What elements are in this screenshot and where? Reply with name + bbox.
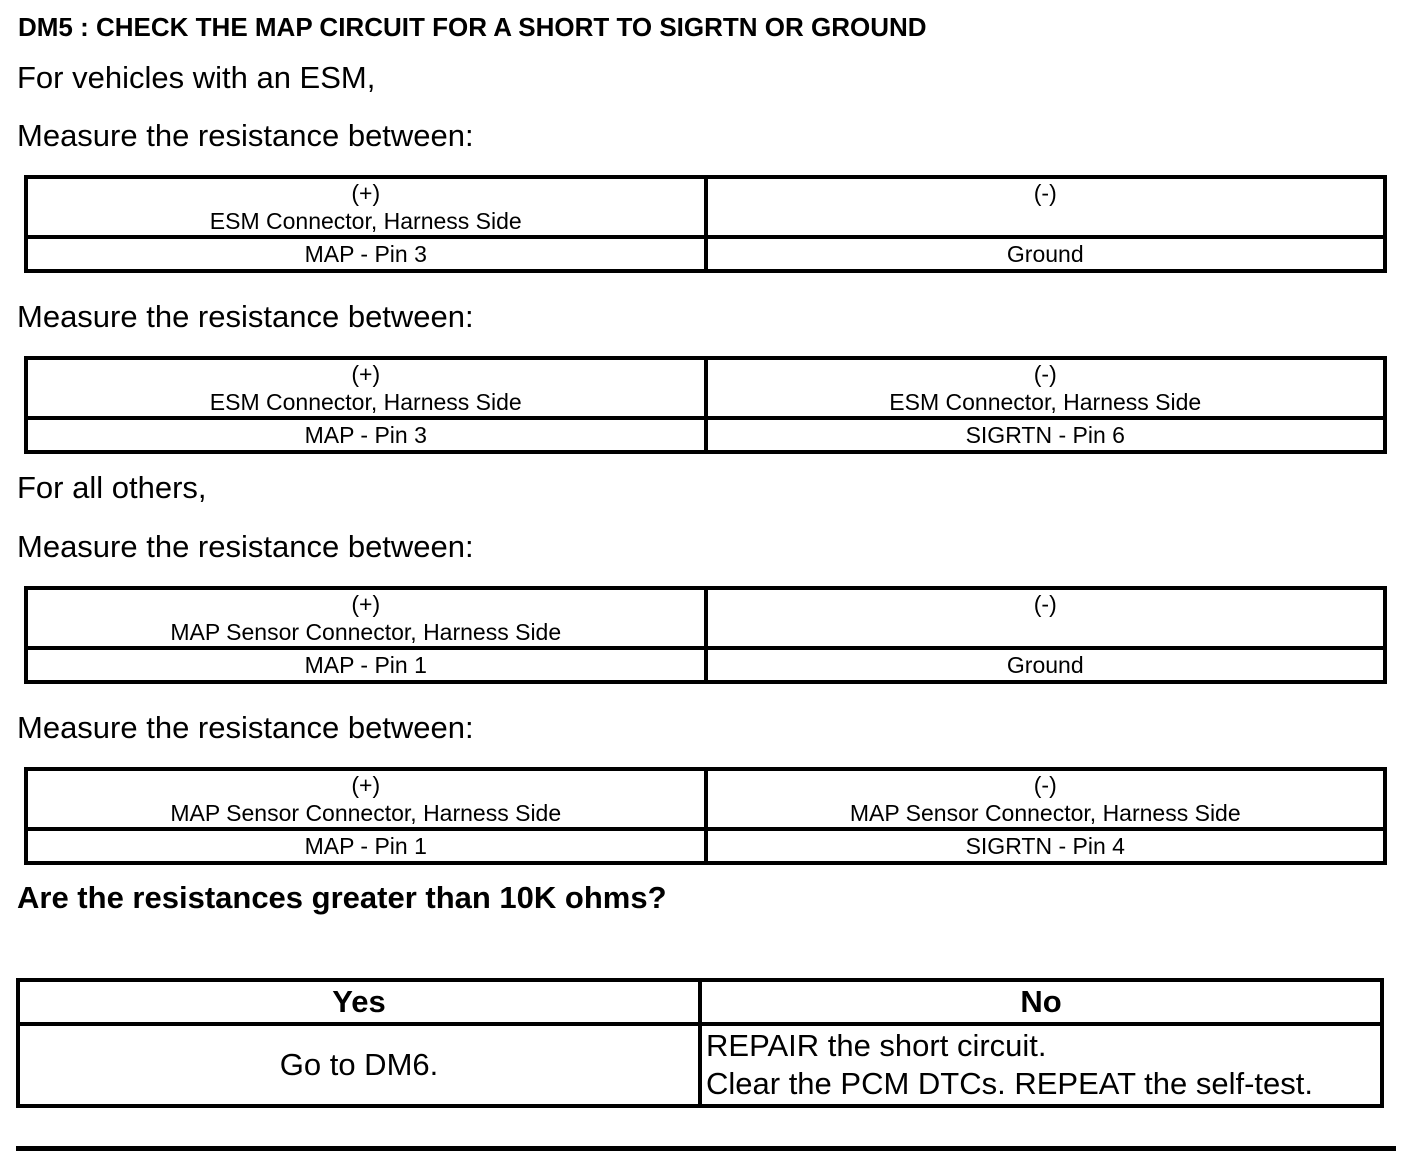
no-action-line-2: Clear the PCM DTCs. REPEAT the self-test. <box>706 1066 1313 1101</box>
intro-esm-text: For vehicles with an ESM, <box>17 60 376 95</box>
measurement-table-1 <box>24 175 1387 273</box>
positive-connector: MAP Sensor Connector, Harness Side <box>170 800 562 826</box>
positive-connector: ESM Connector, Harness Side <box>209 208 522 234</box>
negative-probe-header <box>706 358 1386 418</box>
measure-label-1: Measure the resistance between: <box>17 118 474 153</box>
positive-label: (+) <box>351 591 381 617</box>
negative-pin: SIGRTN - Pin 6 <box>706 418 1386 452</box>
no-action <box>700 1024 1382 1106</box>
positive-pin: MAP - Pin 1 <box>26 648 706 682</box>
positive-probe-header <box>26 358 706 418</box>
intro-others-text: For all others, <box>17 470 207 505</box>
positive-connector: ESM Connector, Harness Side <box>209 389 522 415</box>
measurement-table-2 <box>24 356 1387 454</box>
bottom-divider <box>16 1146 1396 1151</box>
measure-label-4: Measure the resistance between: <box>17 710 474 745</box>
result-table <box>16 978 1384 1108</box>
positive-pin: MAP - Pin 3 <box>26 237 706 271</box>
no-action-line-1: REPAIR the short circuit. <box>706 1028 1047 1063</box>
negative-connector: ESM Connector, Harness Side <box>889 389 1202 415</box>
no-header: No <box>700 980 1382 1024</box>
negative-pin: SIGRTN - Pin 4 <box>706 829 1386 863</box>
negative-pin: Ground <box>706 648 1386 682</box>
positive-probe-header <box>26 177 706 237</box>
negative-connector: MAP Sensor Connector, Harness Side <box>849 800 1241 826</box>
yes-header: Yes <box>18 980 700 1024</box>
negative-probe-header <box>706 588 1386 648</box>
positive-probe-header <box>26 769 706 829</box>
negative-label: (-) <box>1033 361 1057 387</box>
positive-label: (+) <box>351 772 381 798</box>
negative-label: (-) <box>1033 180 1057 206</box>
measurement-table-4 <box>24 767 1387 865</box>
positive-pin: MAP - Pin 1 <box>26 829 706 863</box>
measure-label-3: Measure the resistance between: <box>17 529 474 564</box>
negative-probe-header <box>706 177 1386 237</box>
measurement-table-3 <box>24 586 1387 684</box>
positive-label: (+) <box>351 180 381 206</box>
negative-label: (-) <box>1033 772 1057 798</box>
step-title: DM5 : CHECK THE MAP CIRCUIT FOR A SHORT TO SIGRTN OR GROUND <box>18 12 927 42</box>
positive-label: (+) <box>351 361 381 387</box>
positive-pin: MAP - Pin 3 <box>26 418 706 452</box>
negative-probe-header <box>706 769 1386 829</box>
positive-probe-header <box>26 588 706 648</box>
measure-label-2: Measure the resistance between: <box>17 299 474 334</box>
positive-connector: MAP Sensor Connector, Harness Side <box>170 619 562 645</box>
decision-question: Are the resistances greater than 10K ohms? <box>17 880 667 915</box>
negative-label: (-) <box>1033 591 1057 617</box>
negative-pin: Ground <box>706 237 1386 271</box>
yes-action: Go to DM6. <box>18 1024 700 1106</box>
